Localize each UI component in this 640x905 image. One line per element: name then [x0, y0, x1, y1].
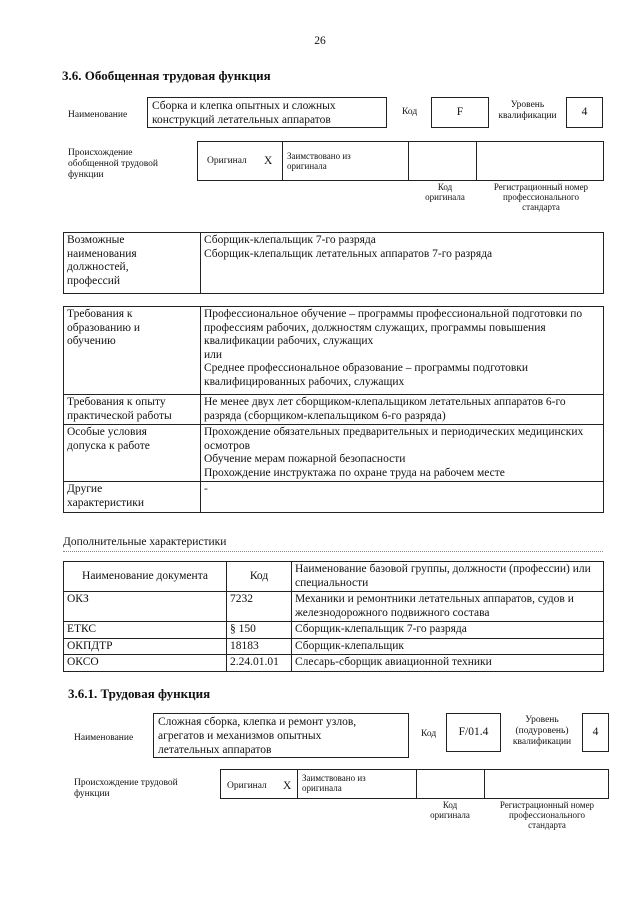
divider — [63, 551, 603, 552]
req-value: Не менее двух лет сборщиком-клепальщиком летательных аппаратов 6-го разряда (сборщиком-клепальщиком 6-го разряда) — [201, 395, 604, 425]
origin-divider — [476, 142, 477, 180]
original-label: Оригинал — [207, 156, 247, 166]
function-name-value: Сборка и клепка опытных и сложных конструкций летательных аппаратов — [147, 97, 387, 128]
requirements-table — [63, 306, 604, 513]
code-cell: 18183 — [227, 638, 292, 655]
doc-cell: ОКПДТР — [64, 638, 227, 655]
function-name-label: Наименование — [74, 733, 134, 743]
code-cell: 2.24.01.01 — [227, 655, 292, 672]
table-row — [64, 638, 604, 655]
req-label: Требования к образованию и обучению — [64, 307, 201, 395]
origin-box — [197, 141, 604, 181]
col-header-name: Наименование базовой группы, должности (профессии) или специальности — [292, 562, 604, 592]
table-row — [64, 592, 604, 622]
name-cell: Механики и ремонтники летательных аппаратов, судов и железнодорожного подвижного состава — [292, 592, 604, 622]
req-value: Прохождение обязательных предварительных и периодических медицинских осмотров Обучение мерам пожарной безопасности Прохождение инструктажа по охране труда на рабочем месте — [201, 425, 604, 482]
function-heading: 3.6.1. Трудовая функция — [68, 686, 211, 701]
positions-table — [63, 232, 604, 294]
name-cell: Слесарь-сборщик авиационной техники — [292, 655, 604, 672]
col-header-document: Наименование документа — [64, 562, 227, 592]
table-row — [64, 307, 604, 395]
name-cell: Сборщик-клепальщик — [292, 638, 604, 655]
level-value: 4 — [566, 97, 603, 128]
reg-number-caption: Регистрационный номер профессионального стандарта — [493, 182, 589, 212]
function-level-value: 4 — [582, 713, 609, 752]
doc-cell: ОКСО — [64, 655, 227, 672]
origin-divider — [297, 770, 298, 798]
table-row — [64, 655, 604, 672]
req-label: Особые условия допуска к работе — [64, 425, 201, 482]
level-label: Уровень квалификации — [498, 100, 557, 121]
req-label: Другие характеристики — [64, 482, 201, 513]
original-label: Оригинал — [227, 781, 267, 791]
origin-divider — [484, 770, 485, 798]
code-label: Код — [402, 107, 418, 117]
code-original-caption: Код оригинала — [430, 800, 470, 820]
function-code-label: Код — [421, 729, 437, 739]
origin-label: Происхождение обобщенной трудовой функции — [68, 148, 158, 180]
function-origin-label: Происхождение трудовой функции — [74, 778, 178, 799]
original-mark: X — [283, 780, 292, 792]
borrowed-label: Заимствовано из оригинала — [287, 151, 351, 171]
code-cell: § 150 — [227, 622, 292, 639]
name-label: Наименование — [68, 110, 128, 120]
doc-cell: ОКЗ — [64, 592, 227, 622]
table-row — [64, 233, 604, 294]
req-value: - — [201, 482, 604, 513]
origin-divider — [282, 142, 283, 180]
table-row — [64, 395, 604, 425]
origin-divider — [408, 142, 409, 180]
section-heading: 3.6. Обобщенная трудовая функция — [62, 68, 271, 83]
doc-cell: ЕТКС — [64, 622, 227, 639]
code-original-caption: Код оригинала — [425, 182, 465, 202]
additional-table — [63, 561, 604, 672]
name-cell: Сборщик-клепальщик 7-го разряда — [292, 622, 604, 639]
table-row — [64, 482, 604, 513]
req-label: Требования к опыту практической работы — [64, 395, 201, 425]
positions-value: Сборщик-клепальщик 7-го разряда Сборщик-клепальщик летательных аппаратов 7-го разряда — [201, 233, 604, 294]
function-origin-box — [220, 769, 609, 799]
positions-label: Возможные наименования должностей, профессий — [64, 233, 201, 294]
function-name-value: Сложная сборка, клепка и ремонт узлов, агрегатов и механизмов опытных летательных аппаратов — [153, 713, 409, 758]
function-code-value: F/01.4 — [446, 713, 501, 752]
col-header-code: Код — [227, 562, 292, 592]
table-row — [64, 425, 604, 482]
code-value: F — [431, 97, 489, 128]
table-row — [64, 562, 604, 592]
table-row — [64, 622, 604, 639]
additional-heading: Дополнительные характеристики — [63, 536, 227, 548]
page-number: 26 — [314, 35, 326, 47]
origin-divider — [416, 770, 417, 798]
borrowed-label: Заимствовано из оригинала — [302, 773, 366, 793]
function-level-label: Уровень (подуровень) квалификации — [512, 715, 572, 747]
req-value: Профессиональное обучение – программы профессиональной подготовки по профессиям рабочих, должностям служащих, программы повышения квалификации рабочих, служащих или Среднее профессиональное образование – программы подготовки квалифицированных рабочих, служащих — [201, 307, 604, 395]
code-cell: 7232 — [227, 592, 292, 622]
original-mark: X — [264, 155, 273, 167]
reg-number-caption: Регистрационный номер профессионального стандарта — [499, 800, 595, 830]
